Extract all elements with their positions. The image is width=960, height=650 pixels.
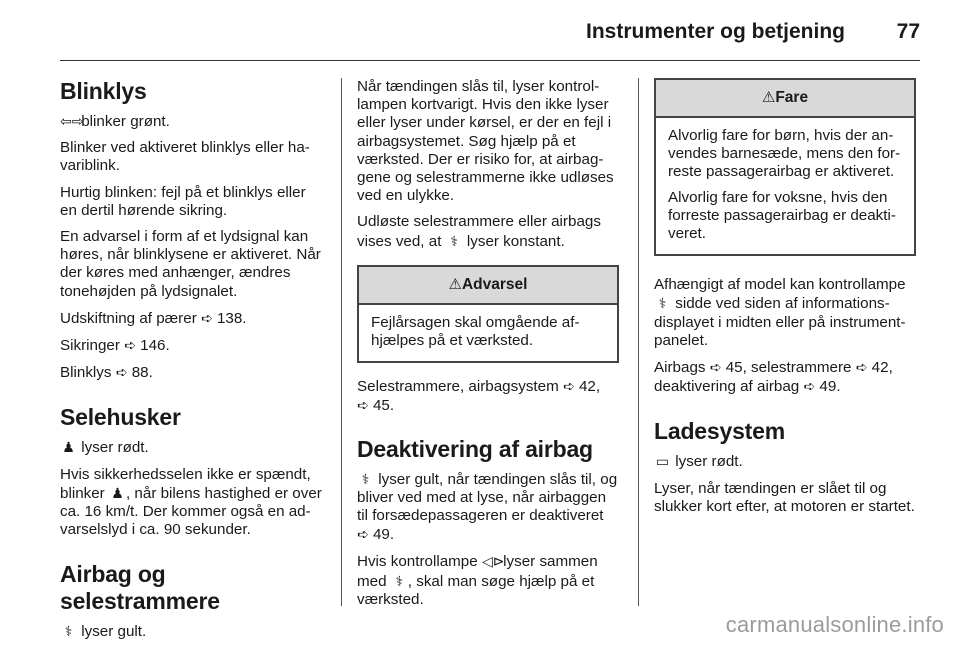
airbag-icon: ⚕ bbox=[450, 232, 458, 249]
cross-reference[interactable]: Blinklys ➪ 88. bbox=[60, 364, 153, 382]
airbag-icon: ⚕ bbox=[64, 623, 73, 640]
paragraph: Blinker ved aktiveret blinklys eller havariblink. bbox=[60, 139, 310, 175]
danger-text: Alvorlig fare for børn, hvis der anvendes barnesæde, mens den forreste passagerairbag er aktiveret. bbox=[668, 127, 901, 181]
section-heading-blinklys: Blinklys bbox=[60, 78, 147, 104]
warning-box bbox=[357, 265, 619, 363]
warning-triangle-icon: ⚠ bbox=[761, 89, 776, 106]
warning-box-title: ⚠Advarsel bbox=[359, 267, 617, 305]
section-heading-deaktivering: Deaktivering af airbag bbox=[357, 435, 593, 462]
column-middle bbox=[357, 78, 619, 617]
danger-box bbox=[654, 78, 916, 256]
paragraph: ⚕ lyser gult, når tændingen slås til, og bliver ved med at lyse, når airbaggen til forsædepassageren er deaktiveret ➪ 49. bbox=[357, 470, 618, 544]
paragraph: Hvis sikkerhedsselen ikke er spændt, blinker ♟ , når bilens hastighed er over ca. 16 km/t. Der kommer også en advarselslyd i ca. 90 sekunder. bbox=[60, 465, 322, 539]
paragraph: ⇦⇨ blinker grønt. bbox=[60, 113, 170, 130]
pointer-icon: ➪ bbox=[115, 364, 128, 381]
airbag-icon: ⚕ bbox=[395, 572, 404, 589]
turn-signal-icon: ⇦⇨ bbox=[60, 113, 84, 129]
danger-box-title: ⚠Fare bbox=[656, 80, 914, 118]
pointer-icon: ➪ bbox=[709, 359, 722, 376]
paragraph: En advarsel i form af et lydsignal kan høres, når blinklysene er aktiveret. Når der køres med anhænger, ændres tonehøjden på lydsignalet. bbox=[60, 228, 321, 300]
cross-reference[interactable]: Selestrammere, airbagsystem ➪ 42, ➪ 45. bbox=[357, 378, 601, 415]
pointer-icon: ➪ bbox=[200, 309, 213, 326]
watermark: carmanualsonline.info bbox=[725, 612, 944, 637]
warning-text: Fejlårsagen skal omgående afhjælpes på et værksted. bbox=[371, 313, 580, 350]
seatbelt-icon: ♟ bbox=[111, 484, 124, 501]
cross-reference[interactable]: Sikringer ➪ 146. bbox=[60, 337, 170, 355]
pointer-icon: ➪ bbox=[803, 378, 816, 395]
system-warning-icon: ◁⊳ bbox=[481, 553, 505, 570]
paragraph: ♟ lyser rødt. bbox=[60, 438, 322, 457]
page-header bbox=[60, 0, 920, 61]
paragraph: Hurtig blinken: fejl på et blinklys eller en dertil hørende sikring. bbox=[60, 183, 306, 219]
section-heading-selehusker: Selehusker bbox=[60, 404, 181, 431]
column-left bbox=[60, 78, 322, 650]
cross-reference[interactable]: Udskiftning af pærer ➪ 138. bbox=[60, 309, 247, 327]
column-right bbox=[654, 78, 916, 524]
column-divider bbox=[638, 78, 639, 606]
pointer-icon: ➪ bbox=[855, 359, 868, 376]
battery-icon: ▭ bbox=[655, 453, 670, 470]
paragraph: Afhængigt af model kan kontrollampe ⚕ sidde ved siden af informationsdisplayet i midten eller på instrumentpanelet. bbox=[654, 276, 906, 349]
pointer-icon: ➪ bbox=[357, 526, 369, 543]
airbag-off-icon: ⚕ bbox=[658, 295, 667, 312]
airbag-off-icon: ⚕ bbox=[361, 470, 370, 487]
paragraph: Når tændingen slås til, lyser kontrollampen kortvarigt. Hvis den ikke lyser eller lyser under kørsel, er der en fejl i airbagsystemet. Søg hjælp på et værksted. Der er risiko for, at airbaggene og selestrammerne ikke udløses ved en ulykke. bbox=[357, 78, 614, 205]
paragraph: ⚕ lyser gult. bbox=[60, 622, 322, 641]
paragraph: Udløste selestrammere eller airbags vises ved, at ⚕ lyser konstant. bbox=[357, 213, 601, 250]
seatbelt-icon: ♟ bbox=[62, 439, 75, 456]
running-title: Instrumenter og betjening bbox=[585, 20, 845, 43]
cross-reference[interactable]: Airbags ➪ 45, selestrammere ➪ 42, deaktivering af airbag ➪ 49. bbox=[654, 359, 893, 396]
paragraph: Hvis kontrollampe ◁⊳ lyser sammen med ⚕ , skal man søge hjælp på et værksted. bbox=[357, 553, 598, 608]
paragraph: Lyser, når tændingen er slået til og slukker kort efter, at motoren er startet. bbox=[654, 479, 915, 515]
danger-text: Alvorlig fare for voksne, hvis den forreste passagerairbag er deaktiveret. bbox=[668, 188, 896, 243]
paragraph: ▭ lyser rødt. bbox=[655, 453, 743, 471]
column-divider bbox=[341, 78, 342, 606]
page-number: 77 bbox=[896, 20, 920, 43]
section-heading-airbag: Airbag og selestrammere bbox=[60, 561, 220, 615]
warning-triangle-icon: ⚠ bbox=[448, 275, 462, 293]
pointer-icon: ➪ bbox=[357, 397, 369, 414]
pointer-icon: ➪ bbox=[124, 337, 136, 354]
section-heading-ladesystem: Ladesystem bbox=[654, 418, 785, 445]
pointer-icon: ➪ bbox=[562, 378, 575, 395]
